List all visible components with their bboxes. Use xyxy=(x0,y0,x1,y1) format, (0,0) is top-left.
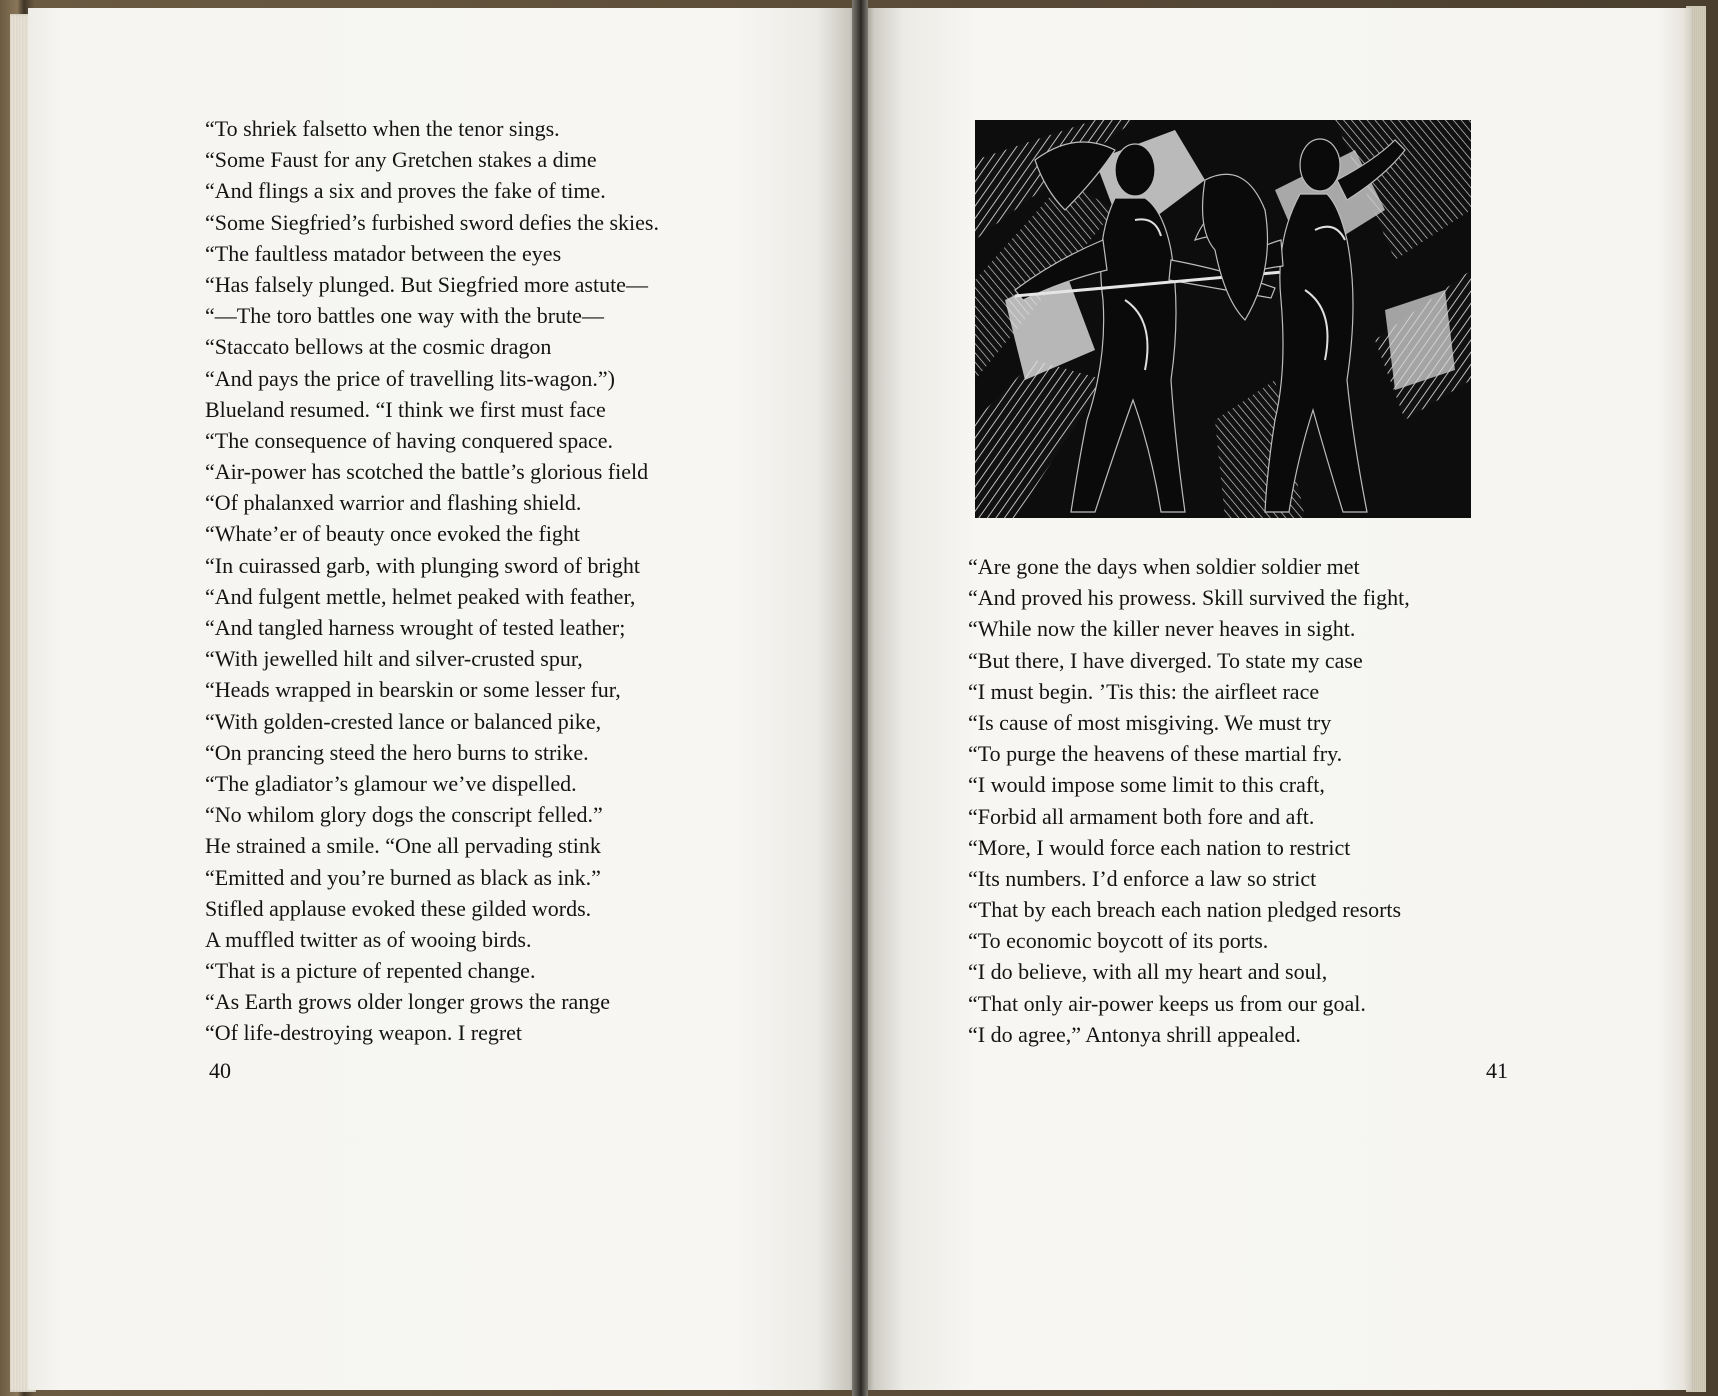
verse-line: “I must begin. ’Tis this: the airfleet race xyxy=(968,678,1320,704)
verse-line: A muffled twitter as of wooing birds. xyxy=(205,926,532,952)
verse-line: “In cuirassed garb, with plunging sword of bright xyxy=(205,552,641,578)
verse-line: “That is a picture of repented change. xyxy=(205,958,536,984)
verse-line: “Whate’er of beauty once evoked the fight xyxy=(205,521,581,547)
verse-line: “The faultless matador between the eyes xyxy=(205,240,562,266)
verse-line: “Of phalanxed warrior and flashing shield. xyxy=(205,490,582,516)
verse-line: Stifled applause evoked these gilded words. xyxy=(205,895,592,921)
right-page-text xyxy=(968,551,1410,1050)
verse-line: “Heads wrapped in bearskin or some lesser fur, xyxy=(205,677,621,703)
verse-line: “Of life-destroying weapon. I regret xyxy=(205,1020,523,1046)
woodcut-figures-image xyxy=(975,120,1471,518)
verse-line: “The consequence of having conquered space. xyxy=(205,427,614,453)
verse-line: “Emitted and you’re burned as black as ink.” xyxy=(205,864,601,890)
verse-line: “Some Faust for any Gretchen stakes a dime xyxy=(205,147,597,173)
page-number-right: 41 xyxy=(1486,1058,1508,1083)
verse-line: “Forbid all armament both fore and aft. xyxy=(968,803,1315,829)
verse-line: “Has falsely plunged. But Siegfried more astute— xyxy=(205,271,648,297)
verse-line: “While now the killer never heaves in sight. xyxy=(968,616,1356,642)
woodcut-illustration xyxy=(975,120,1471,518)
verse-line: “And fulgent mettle, helmet peaked with feather, xyxy=(205,583,636,609)
verse-line: Blueland resumed. “I think we first must face xyxy=(205,396,606,422)
left-page-text xyxy=(205,113,659,1049)
verse-line: “And proved his prowess. Skill survived the fight, xyxy=(968,585,1410,611)
verse-line: “To shriek falsetto when the tenor sings. xyxy=(205,116,560,141)
verse-line: “That by each breach each nation pledged resorts xyxy=(968,897,1402,923)
verse-line: “But there, I have diverged. To state my case xyxy=(968,647,1363,673)
verse-line: “No whilom glory dogs the conscript felled.” xyxy=(205,802,603,828)
book-gutter xyxy=(852,0,868,1396)
verse-line: “Some Siegfried’s furbished sword defies the skies. xyxy=(205,209,659,235)
verse-line: “More, I would force each nation to restrict xyxy=(968,834,1351,860)
verse-line: “I would impose some limit to this craft, xyxy=(968,772,1325,798)
verse-line: “Is cause of most misgiving. We must try xyxy=(968,709,1332,735)
verse-line: “Air-power has scotched the battle’s glorious field xyxy=(205,459,649,485)
verse-line: “That only air-power keeps us from our goal. xyxy=(968,990,1366,1016)
verse-line: “As Earth grows older longer grows the range xyxy=(205,989,611,1015)
verse-line: “—The toro battles one way with the brute— xyxy=(205,303,604,329)
verse-line: “And pays the price of travelling lits-wagon.”) xyxy=(205,365,615,391)
verse-line: “The gladiator’s glamour we’ve dispelled. xyxy=(205,770,577,796)
verse-line: “On prancing steed the hero burns to strike. xyxy=(205,739,589,765)
page-number-left: 40 xyxy=(209,1058,231,1083)
verse-line: “I do believe, with all my heart and soul, xyxy=(968,959,1328,985)
verse-line: “Are gone the days when soldier soldier met xyxy=(968,554,1360,579)
verse-line: “To economic boycott of its ports. xyxy=(968,928,1269,954)
verse-line: “I do agree,” Antonya shrill appealed. xyxy=(968,1021,1301,1047)
verse-line: “And tangled harness wrought of tested leather; xyxy=(205,615,626,640)
verse-line: “With jewelled hilt and silver-crusted spur, xyxy=(205,646,583,672)
verse-line: “Its numbers. I’d enforce a law so strict xyxy=(968,865,1317,891)
verse-line: “To purge the heavens of these martial fry. xyxy=(968,741,1343,767)
verse-line: “With golden-crested lance or balanced pike, xyxy=(205,708,602,734)
verse-line: “And flings a six and proves the fake of time. xyxy=(205,178,606,204)
verse-line: He strained a smile. “One all pervading stink xyxy=(205,833,601,859)
verse-line: “Staccato bellows at the cosmic dragon xyxy=(205,334,552,360)
